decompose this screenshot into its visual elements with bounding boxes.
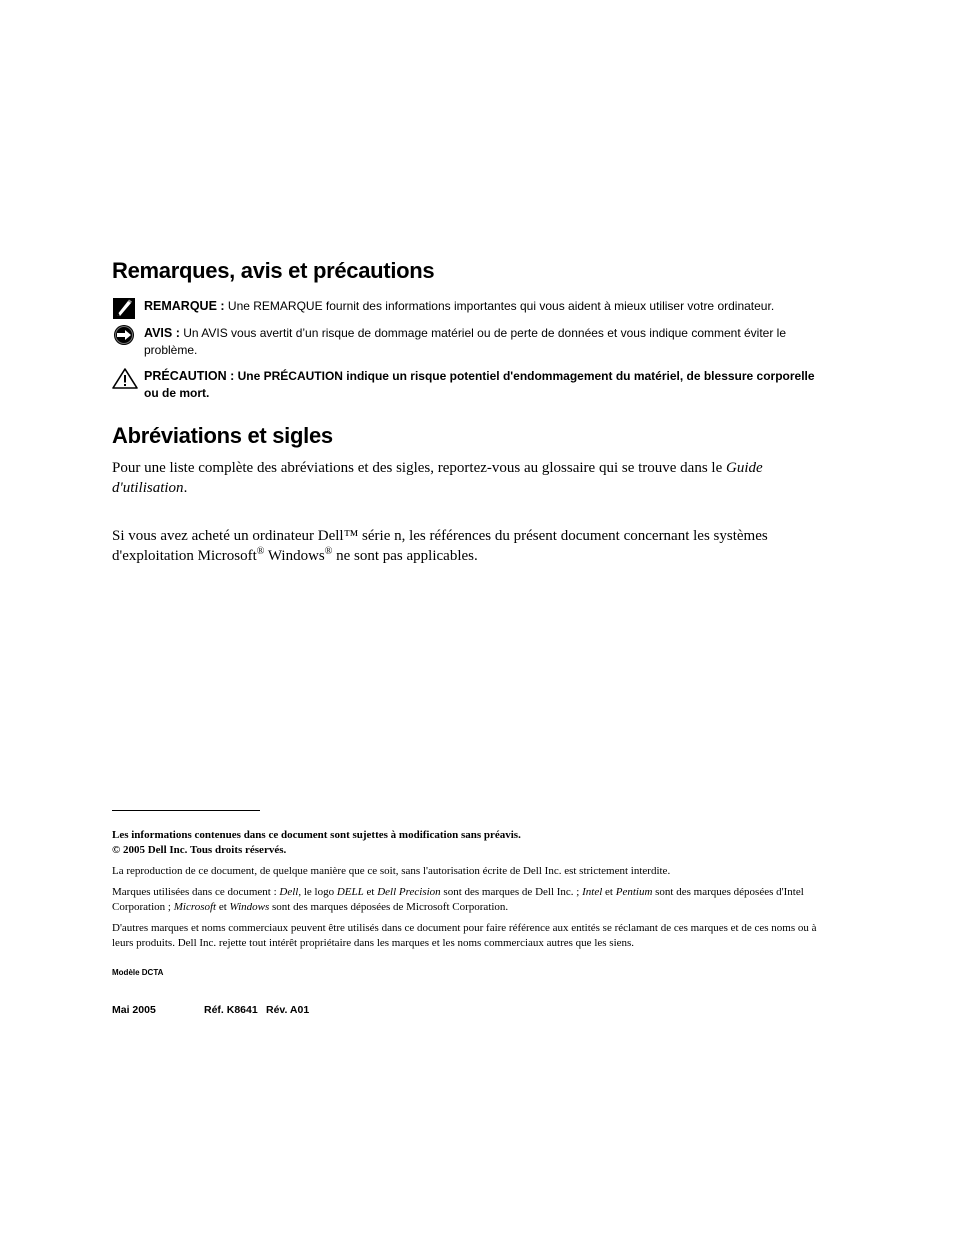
precaution-label: PRÉCAUTION : (144, 369, 235, 383)
date: Mai 2005 (112, 1004, 156, 1016)
tm-text: et (216, 901, 230, 913)
note-avis (112, 325, 822, 359)
notice-arrow-icon (112, 325, 136, 347)
dell-text-1: Si vous avez acheté un ordinateur Dell™ série n, les références du présent document concernant les systèmes d'exploitation Microsoft (112, 528, 768, 564)
tm-text: et (363, 886, 378, 898)
tm-dell-precision: Dell Precision (377, 886, 441, 898)
note-remarque (112, 298, 822, 315)
tm-dell-logo: DELL (336, 886, 364, 898)
precaution-text: Une PRÉCAUTION indique un risque potentiel d'endommagement du matériel, de blessure corporelle ou de mort. (144, 369, 815, 400)
avis-text: Un AVIS vous avertit d’un risque de dommage matériel ou de perte de données et vous indique comment éviter le problème. (144, 326, 787, 357)
abreviations-paragraph (112, 458, 812, 498)
section-title-abreviations: Abréviations et sigles (112, 423, 333, 448)
warning-triangle-icon (112, 368, 136, 390)
tm-text: , le logo (298, 886, 337, 898)
tm-text: sont des marques déposées d'Intel Corporation ; (112, 886, 804, 913)
tm-pentium: Pentium (615, 886, 653, 898)
dell-text-2: Windows (264, 548, 325, 564)
tm-text: sont des marques de Dell Inc. ; (440, 886, 583, 898)
dell-text-3: ne sont pas applicables. (332, 548, 478, 564)
trademarks-notice (112, 885, 822, 915)
tm-text: Marques utilisées dans ce document : (112, 886, 280, 898)
tm-windows: Windows (229, 901, 270, 913)
footnote-divider (112, 810, 260, 811)
info-notice (112, 828, 822, 858)
tm-dell: Dell (279, 886, 299, 898)
info-line: Les informations contenues dans ce document sont sujettes à modification sans préavis. (112, 829, 521, 841)
tm-text: sont des marques déposées de Microsoft Corporation. (269, 901, 509, 913)
abrev-end: . (183, 480, 188, 496)
other-trademarks-notice: D'autres marques et noms commerciaux peuvent être utilisés dans ce document pour faire référence aux entités se réclamant de ces marques et de ces noms ou à leurs produits. Dell Inc. rejette tout intérêt propriétaire dans les marques et les noms commerciaux autres que les siens. (112, 922, 817, 949)
dell-series-n-paragraph (112, 526, 812, 566)
note-precaution (112, 368, 822, 402)
tm-intel: Intel (582, 886, 603, 898)
pencil-note-icon (112, 298, 136, 320)
registered-mark: ® (324, 546, 333, 557)
document-footer (112, 1004, 309, 1016)
abrev-text: Pour une liste complète des abréviations et des sigles, reportez-vous au glossaire qui se trouve dans le (112, 460, 727, 476)
remarque-label: REMARQUE : (144, 299, 225, 313)
model-label: Modèle DCTA (112, 968, 164, 977)
remarque-text: Une REMARQUE fournit des informations importantes qui vous aident à mieux utiliser votre ordinateur. (224, 299, 775, 313)
registered-mark: ® (256, 546, 265, 557)
copyright-line: © 2005 Dell Inc. Tous droits réservés. (112, 844, 287, 856)
section-title-remarques: Remarques, avis et précautions (112, 258, 435, 283)
avis-label: AVIS : (144, 326, 180, 340)
tm-microsoft: Microsoft (173, 901, 217, 913)
tm-text: et (602, 886, 616, 898)
revision: Rév. A01 (266, 1004, 310, 1016)
part-number: Réf. K8641 (204, 1004, 258, 1016)
reproduction-notice: La reproduction de ce document, de quelque manière que ce soit, sans l'autorisation écrite de Dell Inc. est strictement interdite. (112, 865, 671, 877)
guide-title: Guide d'utilisation (112, 460, 763, 496)
